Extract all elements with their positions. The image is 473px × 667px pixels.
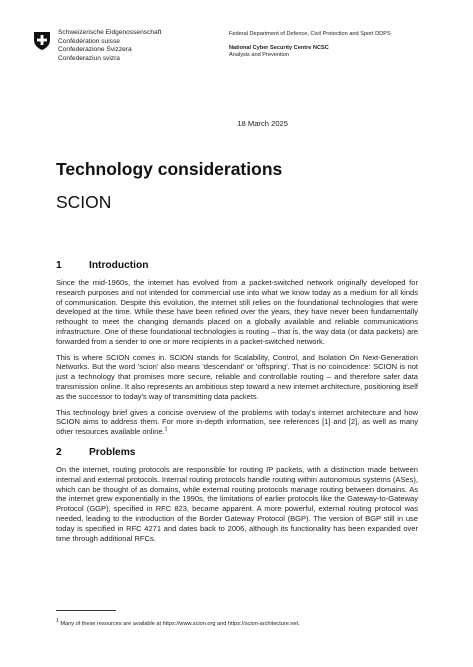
footnote-marker: 1 [56,618,59,625]
office-name: National Cyber Security Centre NCSC [229,45,329,52]
swiss-crest-icon [33,31,51,51]
paragraph [56,408,418,437]
confederation-line: Confédération suisse [58,37,120,45]
footnote-text: Many of these resources are available at https://www.scion.org and https://scion-architecture.net. [60,621,300,627]
confederation-line: Schweizerische Eidgenossenschaft [58,29,162,36]
paragraph: Since the mid-1960s, the internet has evolved from a packet-switched network originally developed for research purposes and not intended for commercial use into what we know today as a medium for all kinds of communication. Despite this evolution, the internet still relies on the foundational technologies that were developed at the time. While these have been refined over the years, they have never been fundamentally rethought to meet the changing demands placed on a globally available and reliable communications infrastructure. One of these foundational technologies is routing – that is, the way data (or data packets) are forwarded from a sender to one or more recipients in a packet-switched network. [56,278,418,346]
unit-name: Analysis and Prevention [229,52,290,59]
paragraph-text: This technology brief gives a concise overview of the problems with today's internet architecture and how SCION aims to address them. For more in-depth information, see references [1] and [2], as well as many other resources available online. [56,407,418,437]
section-title: Introduction [89,260,149,271]
paragraph: This is where SCION comes in. SCION stands for Scalability, Control, and Isolation On Next-Generation Networks. But the word 'scion' also means 'descendant' or 'offspring'. That is no coincidence: SCION is not just a technology that promises more secure, reliable and controllable routing – and therefore safer data transmission online. It also represents an ambitious step toward a new internet architecture, positioning itself as the successor to today's way of transmitting data packets. [56,352,418,401]
section-heading-problems [56,447,418,458]
page-title: Technology considerations [56,159,283,179]
page-subtitle: SCION [56,192,112,212]
confederation-names [58,29,161,63]
section-number: 2 [56,446,62,458]
section-number: 1 [56,260,62,271]
section-heading-introduction [56,260,418,271]
footnote-reference[interactable]: 1 [164,426,168,433]
document-date: 18 March 2025 [237,119,288,128]
department-block [229,31,391,60]
document-body [56,260,418,549]
footnote [56,618,426,628]
confederation-line: Confederazione Svizzera [58,46,132,54]
paragraph: On the internet, routing protocols are responsible for routing IP packets, with a distinction made between internal and external protocols. Internal routing protocols handle routing within autonomous systems (ASes), which can be thought of as domains, while external routing protocols manage routing between domains. As the internet grew exponentially in the 1990s, the limitations of earlier protocols like the Gateway-to-Gateway Protocol (GGP), specified in RFC 823, became apparent. A more powerful, external routing protocol was needed, leading to the introduction of the Border Gateway Protocol (BGP). The version of BGP still in use today is specified in RFC 4271 and dates back to 2006, although its functionality has been expanded over time through additional RFCs. [56,464,418,543]
department-name: Federal Department of Defence, Civil Protection and Sport DDPS [229,31,391,37]
footnote-divider [56,610,116,611]
confederation-line: Confederaziun svizra [58,54,120,62]
section-title: Problems [89,446,136,458]
